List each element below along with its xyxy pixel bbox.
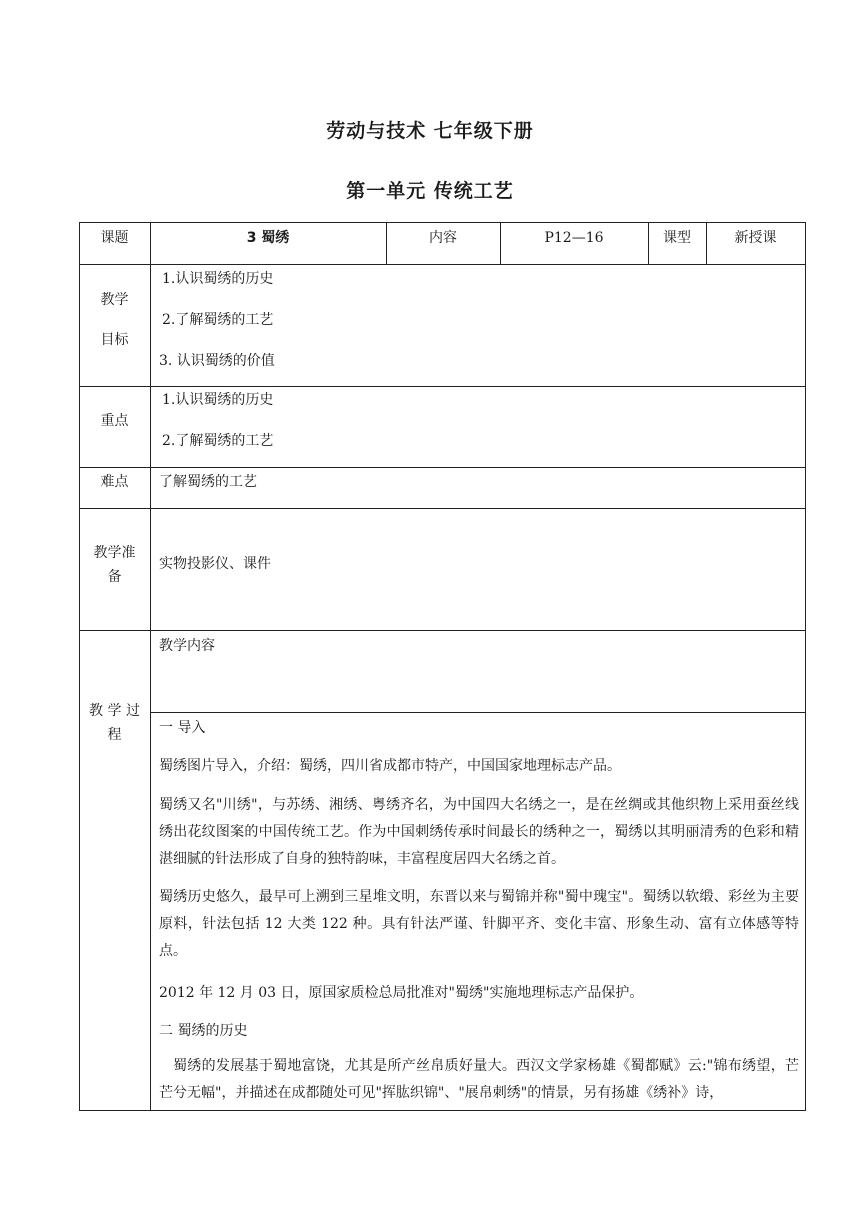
type-label: 课型	[663, 230, 691, 246]
row-divider	[79, 386, 805, 387]
section-heading: 二 蜀绣的历史	[159, 1023, 248, 1039]
key-point-item: 1.认识蜀绣的历史	[162, 392, 274, 408]
topic-value: 3 蜀绣	[246, 230, 290, 246]
goal-item: 1.认识蜀绣的历史	[162, 271, 274, 287]
row-divider	[79, 630, 805, 631]
unit-title: 第一单元 传统工艺	[346, 180, 514, 202]
goal-item: 2.了解蜀绣的工艺	[162, 312, 274, 328]
paragraph: 蜀绣的发展基于蜀地富饶，尤其是所产丝帛质好量大。西汉文学家杨雄《蜀都赋》云:"锦布绣望，芒芒兮无幅"，并描述在成都随处可见"挥肱织锦"、"展帛刺绣"的情景，另有扬雄《绣补》诗，	[159, 1058, 799, 1101]
process-label-line1: 教 学 过	[89, 703, 140, 719]
preparation-text: 实物投影仪、课件	[159, 556, 271, 572]
col-divider	[150, 222, 151, 1111]
table-border-bottom	[79, 1110, 805, 1111]
paragraph: 2012 年 12 月 03 日，原国家质检总局批准对"蜀绣"实施地理标志产品保护。	[159, 985, 644, 1001]
table-border-left	[79, 222, 80, 1111]
difficulty-label: 难点	[100, 474, 129, 490]
key-points-label: 重点	[100, 413, 129, 429]
process-header: 教学内容	[159, 638, 215, 654]
key-point-item: 2.了解蜀绣的工艺	[162, 433, 274, 449]
type-value: 新授课	[734, 230, 777, 246]
goal-item: 3. 认识蜀绣的价值	[159, 353, 275, 369]
row-divider	[150, 712, 805, 713]
section-heading: 一 导入	[159, 720, 206, 736]
row-divider	[79, 264, 805, 265]
preparation-label-line2: 备	[107, 569, 122, 585]
pages-value: P12—16	[544, 230, 604, 246]
preparation-label-line1: 教学准	[93, 545, 136, 561]
row-divider	[79, 508, 805, 509]
topic-label: 课题	[100, 230, 129, 246]
process-label-line2: 程	[107, 727, 122, 743]
document-title: 劳动与技术 七年级下册	[326, 120, 534, 142]
paragraph: 蜀绣又名"川绣"，与苏绣、湘绣、粤绣齐名，为中国四大名绣之一，是在丝绸或其他织物上采用蚕丝线绣出花纹图案的中国传统工艺。作为中国刺绣传承时间最长的绣种之一，蜀绣以其明丽清秀的色彩和精湛细腻的针法形成了自身的独特韵味，丰富程度居四大名绣之首。	[159, 797, 799, 867]
difficulty-text: 了解蜀绣的工艺	[159, 474, 257, 490]
row-divider	[79, 467, 805, 468]
table-border-top	[79, 222, 805, 223]
paragraph: 蜀绣历史悠久，最早可上溯到三星堆文明，东晋以来与蜀锦并称"蜀中瑰宝"。蜀绣以软缎、彩丝为主要原料，针法包括 12 大类 122 种。具有针法严谨、针脚平齐、变化丰富、形象生动、富有立体感等特点。	[159, 889, 799, 959]
goals-label-line1: 教学	[100, 292, 129, 308]
goals-label-line2: 目标	[100, 332, 129, 348]
paragraph: 蜀绣图片导入，介绍：蜀绣，四川省成都市特产，中国国家地理标志产品。	[159, 758, 621, 774]
content-label: 内容	[429, 230, 457, 246]
table-border-right	[805, 222, 806, 1111]
